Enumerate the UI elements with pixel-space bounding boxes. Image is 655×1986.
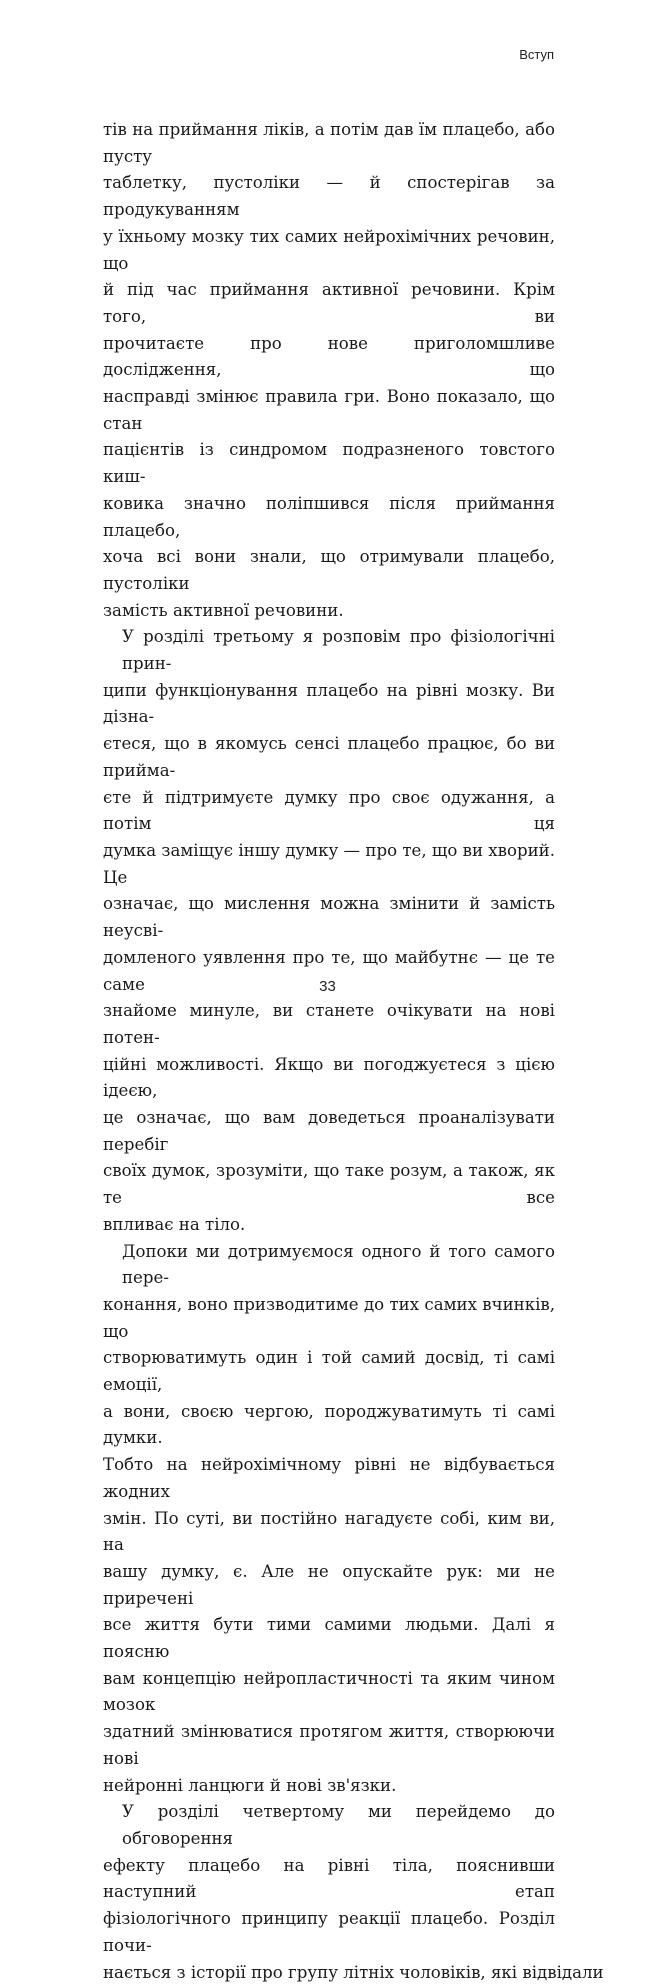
text-line: це означає, що вам доведеться проаналізувати перебіг xyxy=(103,1108,555,1154)
text-line: Допоки ми дотримуємося одного й того самого пере- xyxy=(122,1241,555,1288)
text-line: хоча всі вони знали, що отримували плацебо, пустоліки xyxy=(103,547,555,593)
text-line: єтеся, що в якомусь сенсі плацебо працює, бо ви прийма- xyxy=(103,734,555,780)
text-line: прочитаєте про нове приголомшливе дослідження, що xyxy=(103,333,555,380)
text-line: ційні можливості. Якщо ви погоджуєтеся з цією ідеєю, xyxy=(103,1054,555,1101)
paragraph xyxy=(103,1799,604,1986)
running-head: Вступ xyxy=(519,47,554,62)
text-line: насправді змінює правила гри. Воно показало, що стан xyxy=(103,387,555,433)
text-line: все життя бути тими самими людьми. Далі я поясню xyxy=(103,1615,555,1662)
text-line: єте й підтримуєте думку про своє одужання, а потім ця xyxy=(103,787,555,834)
text-line: конання, воно призводитиме до тих самих вчинків, що xyxy=(103,1294,555,1341)
text-line: ефекту плацебо на рівні тіла, пояснивши наступний етап xyxy=(103,1855,555,1902)
text-line: у їхньому мозку тих самих нейрохімічних речовин, що xyxy=(103,226,555,273)
text-line: ковика значно поліпшився після приймання плацебо, xyxy=(103,493,555,540)
text-line: створюватимуть один і той самий досвід, ті самі емоції, xyxy=(103,1348,555,1395)
text-line: У розділі четвертому ми перейдемо до обговорення xyxy=(122,1802,555,1848)
text-line: вам концепцію нейропластичності та яким чином мозок xyxy=(103,1668,555,1715)
text-line: тів на приймання ліків, а потім дав їм плацебо, або пусту xyxy=(103,120,555,166)
text-line: Тобто на нейрохімічному рівні не відбувається жодних xyxy=(103,1455,555,1501)
paragraph xyxy=(103,624,555,1238)
text-line: нається з історії про групу літніх чоловіків, які відвідали xyxy=(103,1962,604,1982)
paragraph xyxy=(103,1239,555,1800)
text-line: своїх думок, зрозуміти, що таке розум, а також, як те все xyxy=(103,1161,555,1208)
text-line: впливає на тіло. xyxy=(103,1214,246,1234)
paragraph xyxy=(103,117,555,624)
text-line: а вони, своєю чергою, породжуватимуть ті самі думки. xyxy=(103,1401,555,1448)
text-line: домленого уявлення про те, що майбутнє — це те саме xyxy=(103,947,555,994)
text-line: змін. По суті, ви постійно нагадуєте собі, ким ви, на xyxy=(103,1508,555,1555)
text-line: замість активної речовини. xyxy=(103,600,344,620)
text-line: здатний змінюватися протягом життя, створюючи нові xyxy=(103,1722,555,1768)
text-line: пацієнтів із синдромом подразненого товстого киш- xyxy=(103,440,555,487)
text-line: й під час приймання активної речовини. Крім того, ви xyxy=(103,280,555,326)
body-text xyxy=(103,117,604,1986)
text-line: ципи функціонування плацебо на рівні мозку. Ви дізна- xyxy=(103,680,555,727)
text-line: нейронні ланцюги й нові зв'язки. xyxy=(103,1775,397,1795)
text-line: У розділі третьому я розповім про фізіологічні прин- xyxy=(122,627,555,674)
text-line: означає, що мислення можна змінити й замість неусві- xyxy=(103,894,555,941)
text-line: думка заміщує іншу думку — про те, що ви хворий. Це xyxy=(103,840,555,887)
text-line: вашу думку, є. Але не опускайте рук: ми не приречені xyxy=(103,1561,555,1608)
text-line: таблетку, пустоліки — й спостерігав за продукуванням xyxy=(103,173,555,220)
text-line: фізіологічного принципу реакції плацебо. Розділ почи- xyxy=(103,1909,555,1955)
page-number: 33 xyxy=(319,978,336,995)
text-line: знайоме минуле, ви станете очікувати на нові потен- xyxy=(103,1001,555,1047)
